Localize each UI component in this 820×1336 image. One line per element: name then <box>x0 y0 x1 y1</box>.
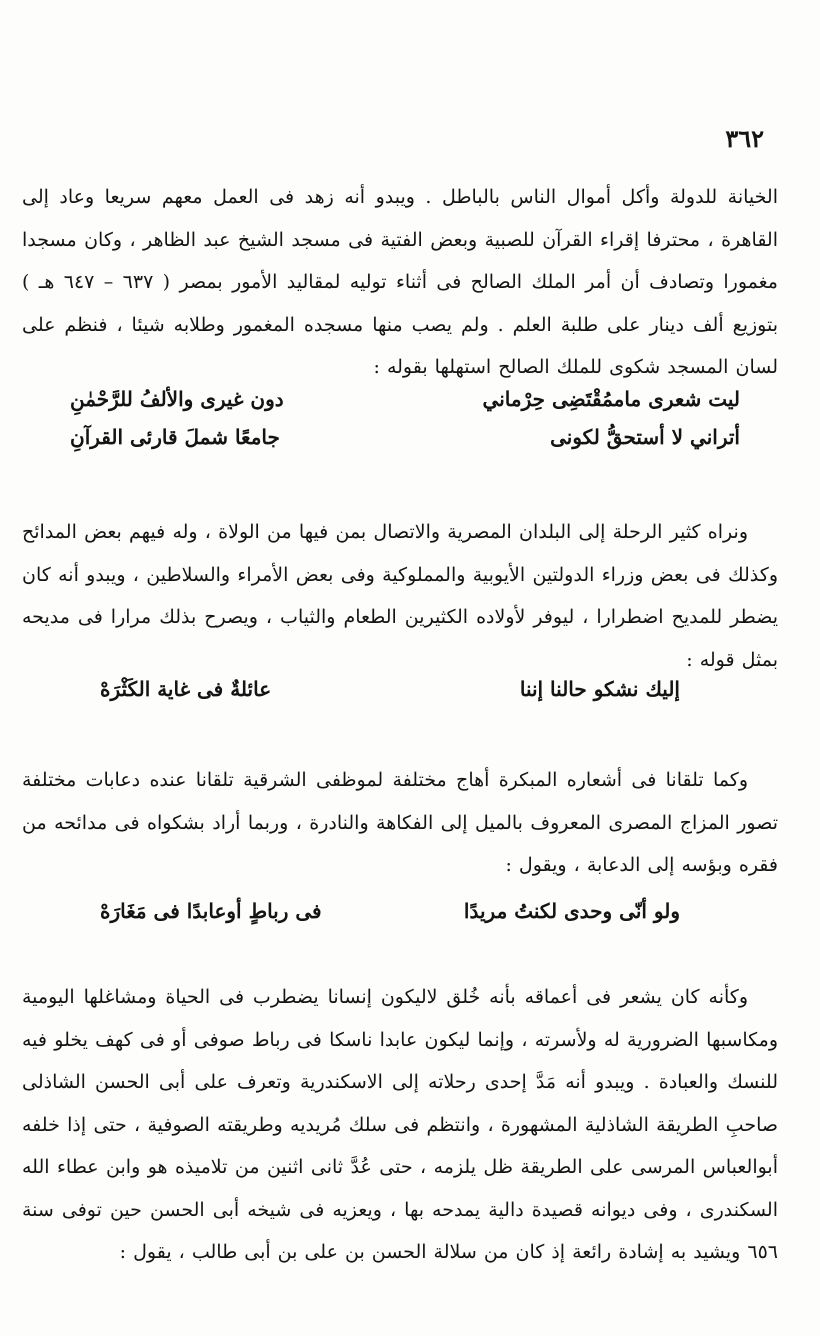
verse-block-2 <box>100 670 680 708</box>
verse-second-hemistich: دون غيرى والألفُ للرَّحْمٰنِ <box>70 387 284 411</box>
verse-line <box>100 670 680 708</box>
paragraph-1: الخيانة للدولة وأكل أموال الناس بالباطل . ويبدو أنه زهد فى العمل معهم سريعا وعاد إلى القاهرة ، محترفا إقراء القرآن للصبية وبعض الفتية فى مسجد الشيخ عبد الظاهر ، وكان مسجدا مغمورا وتصادف أن أمر الملك الصالح فى أثناء توليه لمقاليد الأمور بمصر ( ٦٣٧ – ٦٤٧ هـ ) بتوزيع ألف دينار على طلبة العلم . ولم يصب منها مسجده المغمور وطلابه شيئا ، فنظم على لسان المسجد شكوى للملك الصالح استهلها بقوله : <box>22 186 778 378</box>
page-number: ٣٦٢ <box>725 124 764 153</box>
verse-first-hemistich: ليت شعرى ماممُقْتَضِى حِرْماني <box>482 387 740 411</box>
verse-line <box>70 380 740 418</box>
verse-second-hemistich: جامعًا شملَ قارئى القرآنِ <box>70 425 280 449</box>
paragraph-2: ونراه كثير الرحلة إلى البلدان المصرية والاتصال بمن فيها من الولاة ، وله فيهم بعض المدائح وكذلك فى بعض وزراء الدولتين الأيوبية والمملوكية وفى بعض الأمراء والسلاطين ، ويبدو أنه كان يضطر للمديح اضطرارا ، ليوفر لأولاده الكثيرين الطعام والثياب ، ويصرح بذلك مرارا فى مديحه بمثل قوله : <box>22 521 778 671</box>
verse-second-hemistich: فى رباطٍ أوعابدًا فى مَغَارَهْ <box>100 899 322 923</box>
verse-second-hemistich: عائلةٌ فى غاية الكَثْرَهْ <box>100 677 272 701</box>
verse-block-1 <box>70 380 740 456</box>
paragraph-4: وكأنه كان يشعر فى أعماقه بأنه خُلق لاليكون إنسانا يضطرب فى الحياة ومشاغلها اليومية ومكاسبها الضرورية له ولأسرته ، وإنما ليكون عابدا ناسكا فى رباط صوفى أو فى كهف يخلو فيه للنسك والعبادة . ويبدو أنه مَدَّ إحدى رحلاته إلى الاسكندرية وتعرف على أبى الحسن الشاذلى صاحبِ الطريقة الشاذلية المشهورة ، وانتظم فى سلك مُريديه وطريقته الصوفية ، حتى إذا خلفه أبوالعباس المرسى على الطريقة ظل يلزمه ، حتى عُدَّ ثانى اثنين من تلاميذه هو وابن عطاء الله السكندرى ، وفى ديوانه قصيدة دالية يمدحه بها ، ويعزيه فى شيخه أبى الحسن حين توفى سنة ٦٥٦ ويشيد به إشادة رائعة إذ كان من سلالة الحسن بن على بن أبى طالب ، يقول : <box>22 986 778 1263</box>
verse-first-hemistich: إليك نشكو حالنا إننا <box>519 677 680 701</box>
verse-line <box>100 892 680 930</box>
verse-first-hemistich: ولو أنّى وحدى لكنتُ مريدًا <box>463 899 680 923</box>
paragraph-3: وكما تلقانا فى أشعاره المبكرة أهاج مختلفة لموظفى الشرقية تلقانا عنده دعابات مختلفة تصور المزاج المصرى المعروف بالميل إلى الفكاهة والنادرة ، وربما أراد بشكواه فى مدائحه من فقره وبؤسه إلى الدعابة ، ويقول : <box>22 769 778 876</box>
verse-line <box>70 418 740 456</box>
verse-block-3 <box>100 892 680 930</box>
verse-first-hemistich: أتراني لا أستحقُّ لكونى <box>550 425 740 449</box>
